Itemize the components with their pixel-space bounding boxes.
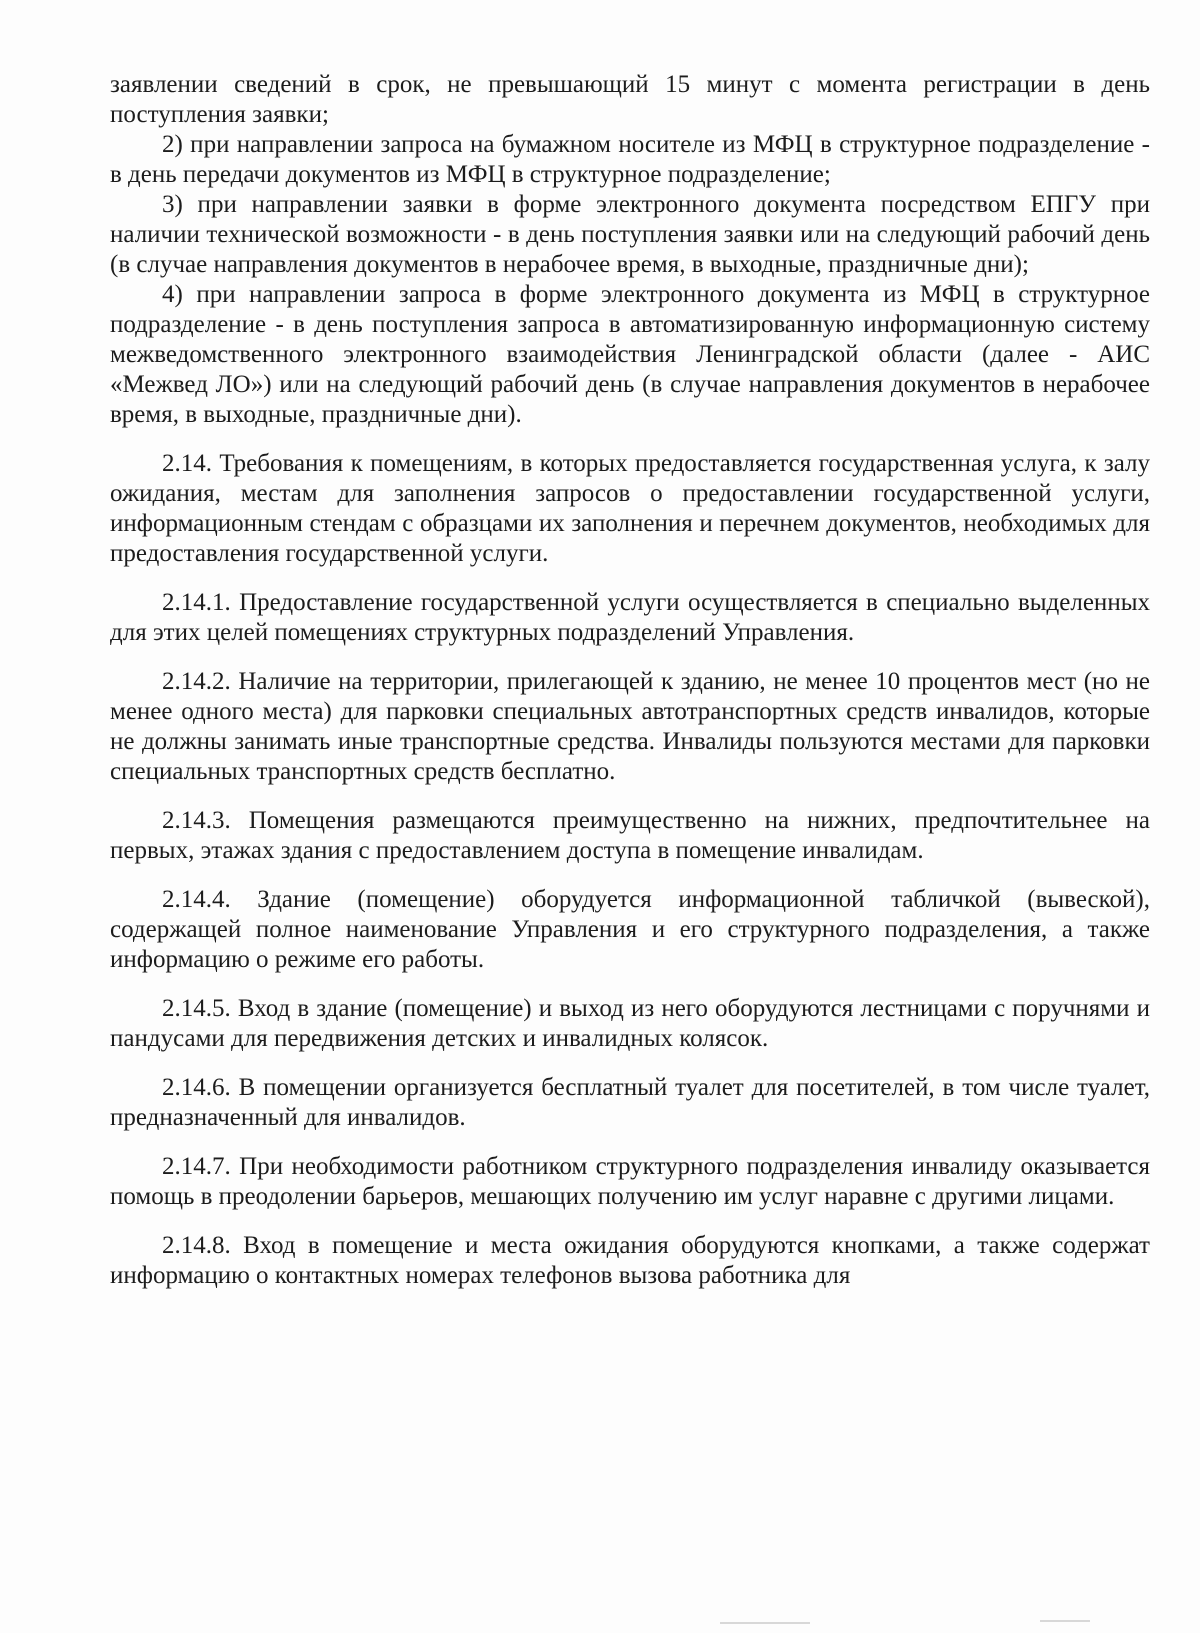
document-body xyxy=(110,70,1150,1291)
paragraph-section-2-14-1: 2.14.1. Предоставление государственной услуги осуществляется в специально выделенных для этих целей помещениях структурных подразделений Управления. xyxy=(110,589,1150,646)
scan-artifact xyxy=(1040,1620,1090,1622)
paragraph-item-4: 4) при направлении запроса в форме электронного документа из МФЦ в структурное подразделение - в день поступления запроса в автоматизированную информационную систему межведомственного электронного взаимодействия Ленинградской области (далее - АИС «Межвед ЛО») или на следующий рабочий день (в случае направления документов в нерабочее время, в выходные, праздничные дни). xyxy=(110,281,1150,428)
paragraph-section-2-14-8: 2.14.8. Вход в помещение и места ожидания оборудуются кнопками, а также содержат информацию о контактных номерах телефонов вызова работника для xyxy=(110,1232,1150,1289)
paragraph-continuation: заявлении сведений в срок, не превышающий 15 минут с момента регистрации в день поступления заявки; xyxy=(110,71,1150,128)
paragraph-section-2-14: 2.14. Требования к помещениям, в которых предоставляется государственная услуга, к залу ожидания, местам для заполнения запросов о предоставлении государственной услуги, информационным стендам с образцами их заполнения и перечнем документов, необходимых для предоставления государственной услуги. xyxy=(110,450,1150,567)
paragraph-section-2-14-3: 2.14.3. Помещения размещаются преимущественно на нижних, предпочтительнее на первых, этажах здания с предоставлением доступа в помещение инвалидам. xyxy=(110,807,1150,864)
paragraph-section-2-14-4: 2.14.4. Здание (помещение) оборудуется информационной табличкой (вывеской), содержащей полное наименование Управления и его структурного подразделения, а также информацию о режиме его работы. xyxy=(110,886,1150,973)
paragraph-section-2-14-7: 2.14.7. При необходимости работником структурного подразделения инвалиду оказывается помощь в преодолении барьеров, мешающих получению им услуг наравне с другими лицами. xyxy=(110,1153,1150,1210)
paragraph-item-3: 3) при направлении заявки в форме электронного документа посредством ЕПГУ при наличии технической возможности - в день поступления заявки или на следующий рабочий день (в случае направления документов в нерабочее время, в выходные, праздничные дни); xyxy=(110,191,1150,278)
paragraph-section-2-14-2: 2.14.2. Наличие на территории, прилегающей к зданию, не менее 10 процентов мест (но не менее одного места) для парковки специальных автотранспортных средств инвалидов, которые не должны занимать иные транспортные средства. Инвалиды пользуются местами для парковки специальных транспортных средств бесплатно. xyxy=(110,668,1150,785)
paragraph-section-2-14-6: 2.14.6. В помещении организуется бесплатный туалет для посетителей, в том числе туалет, предназначенный для инвалидов. xyxy=(110,1074,1150,1131)
paragraph-item-2: 2) при направлении запроса на бумажном носителе из МФЦ в структурное подразделение - в день передачи документов из МФЦ в структурное подразделение; xyxy=(110,131,1150,188)
paragraph-section-2-14-5: 2.14.5. Вход в здание (помещение) и выход из него оборудуются лестницами с поручнями и пандусами для передвижения детских и инвалидных колясок. xyxy=(110,995,1150,1052)
scan-artifact xyxy=(720,1622,810,1624)
